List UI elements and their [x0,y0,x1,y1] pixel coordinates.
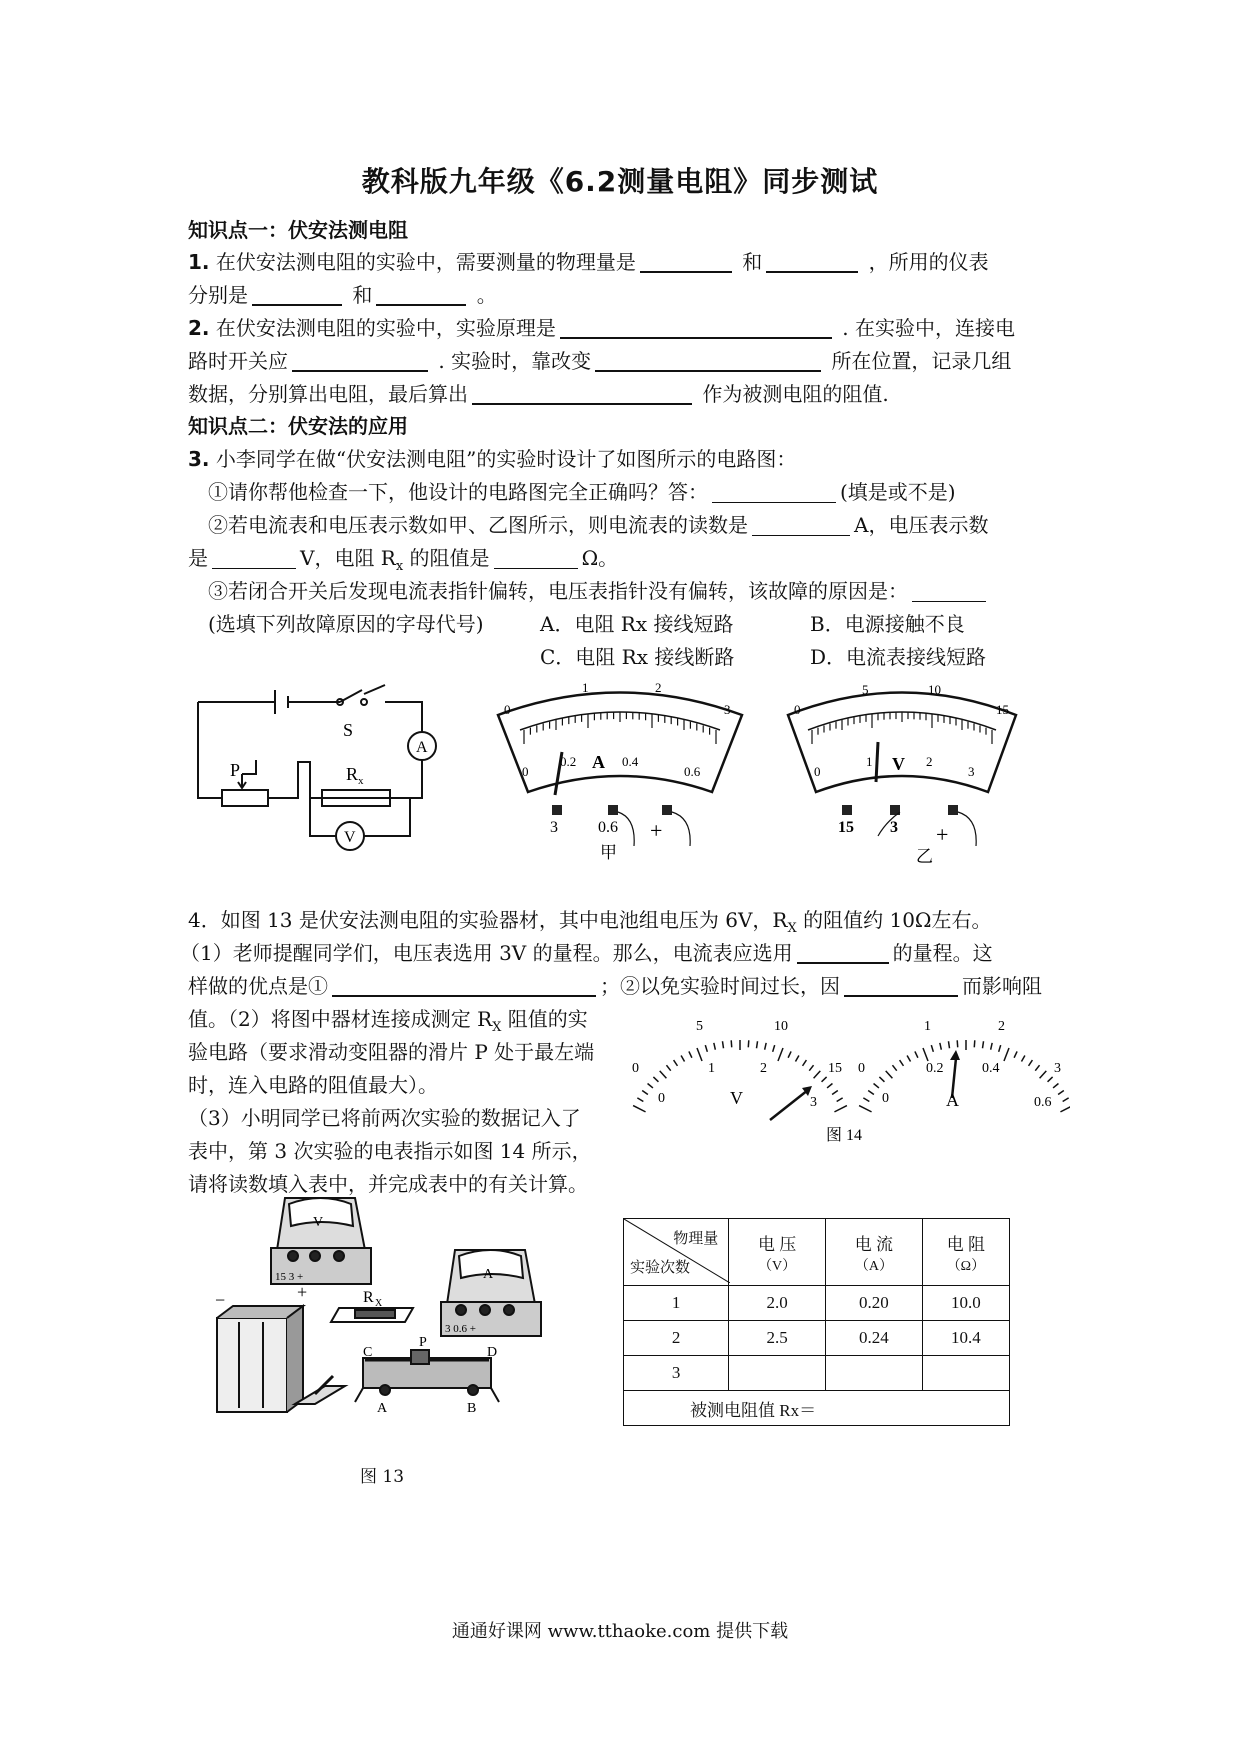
ammeter-top-3: 3 [724,702,731,717]
question-4-line-1 [188,908,992,941]
q1-text-f: 。 [476,283,497,307]
table-cell-input[interactable] [922,1356,1009,1391]
voltmeter-bottom-3: 3 [968,764,975,779]
fig14-a-unit: A [946,1090,959,1110]
fig13-terminal-d: D [487,1345,498,1360]
voltmeter-top-15: 15 [996,702,1009,717]
table-cell: 2.0 [729,1286,826,1321]
fig13-battery-plus: + [297,1282,308,1302]
scale-tick [648,1084,653,1088]
q3-part1-text: ①请你帮他检查一下，他设计的电路图完全正确吗？答： [208,480,708,504]
scale-tick [1029,1060,1033,1066]
header-voltage-unit: （V） [758,1258,797,1274]
q2-text-b: . 在实验中，连接电 [842,316,1015,340]
scale-tick [892,1065,896,1071]
fig13-terminal-c: C [363,1345,373,1360]
scale-tick [795,1055,798,1061]
scale-tick [788,1051,791,1057]
resistor-label: R [346,764,359,784]
scale-tick [765,1043,767,1050]
ammeter-terminal-plus: + [650,818,663,843]
q2-text-g: 作为被测电阻的阻值. [702,382,889,406]
table-cell: 2.5 [729,1321,826,1356]
q3-part3-text: ③若闭合开关后发现电流表指针偏转，电压表指针没有偏转，该故障的原因是： [208,579,908,603]
q2-number: 2. [188,316,210,340]
fig14-a-top-3: 3 [1054,1061,1061,1076]
fig13-terminal-b: B [467,1401,477,1416]
q1-text-d: 分别是 [188,283,248,307]
figure-13-equipment [215,1190,575,1430]
fig14-v-bottom-3: 3 [810,1095,817,1110]
table-corner-top: 物理量 [673,1231,719,1247]
table-header-current [826,1219,923,1286]
ammeter-unit: A [592,752,605,772]
q3-part1-hint: (填是或不是) [840,480,956,504]
q3-option-a: A．电阻 Rx 接线短路 [540,612,734,636]
scale-tick [999,1045,1001,1052]
scale-tick [666,1065,670,1071]
voltmeter-top-5: 5 [862,682,869,697]
figure-14-dials [630,1010,1070,1150]
fig13-battery-minus: − [215,1290,226,1310]
header-current-name: 电 流 [854,1234,894,1254]
table-cell-input[interactable] [729,1356,826,1391]
scale-tick [859,1106,871,1112]
table-header-row [624,1219,1010,1286]
scale-tick [757,1041,758,1048]
ammeter-terminal-3: 3 [550,819,558,836]
scale-tick [868,1090,874,1094]
voltmeter-bottom-2: 2 [926,754,933,769]
q3-intro-text: 小李同学在做“伏安法测电阻”的实验时设计了如图所示的电路图： [215,447,797,471]
scale-tick [940,1043,942,1050]
header-resistance-name: 电 阻 [946,1234,986,1254]
fig14-v-top-0: 0 [632,1061,639,1076]
question-3-part-2 [208,513,988,537]
q3-blank-4[interactable] [494,548,578,569]
table-cell: 3 [624,1356,729,1391]
q2-blank-3[interactable] [595,350,821,372]
q4-text-2a: （1）老师提醒同学们，电压表选用 3V 的量程。那么，电流表应选用 [180,941,793,965]
fig13-terminal-a: A [377,1401,388,1416]
question-3-part-2-cont [188,546,618,579]
scale-tick [814,1071,821,1078]
scale-tick [863,1098,869,1102]
scale-tick [637,1098,643,1102]
scale-tick [778,1048,783,1061]
fig14-a-bottom-04: 0.4 [982,1061,1000,1076]
scale-tick [879,1077,884,1082]
fig13-voltmeter-label: V [313,1215,324,1230]
ammeter-bottom-2: 0.4 [622,754,639,769]
fig13-voltmeter-terminals: 15 3 + [275,1271,304,1283]
voltmeter-label: V [344,829,356,846]
q3-blank-2[interactable] [752,515,850,536]
ammeter-top-2: 2 [655,680,662,695]
q3-blank-5[interactable] [912,581,986,602]
table-corner-bottom: 实验次数 [630,1260,691,1276]
scale-tick [689,1051,692,1057]
q4-blank-1[interactable] [797,942,889,964]
scale-tick [809,1065,813,1071]
q1-blank-1[interactable] [640,251,732,273]
fig14-v-bottom-1: 1 [708,1061,715,1076]
q4-text-3b: ；②以免实验时间过长，因 [600,974,840,998]
scale-tick [633,1106,645,1112]
scale-tick [874,1084,879,1088]
scale-tick [773,1045,775,1052]
scale-tick [907,1055,910,1061]
scale-tick [660,1071,667,1078]
q2-text-d: . 实验时，靠改变 [438,349,592,373]
q4-text-7: （3）小明同学已将前两次实验的数据记入了 [188,1106,581,1130]
question-2-line-1 [188,316,1015,340]
fig14-caption: 图 14 [826,1127,863,1144]
ammeter-terminal-06: 0.6 [598,819,618,836]
fig14-v-top-15: 15 [828,1061,842,1076]
q4-blank-2[interactable] [332,975,596,997]
q4-rx-sub-1: X [787,921,797,936]
scale-tick [991,1043,993,1050]
voltmeter-bottom-1: 1 [866,754,873,769]
scale-tick [1014,1051,1017,1057]
table-row [624,1356,1010,1391]
scale-tick [653,1077,658,1082]
q3-option-b: B．电源接触不良 [810,612,965,636]
table-cell: 1 [624,1286,729,1321]
ammeter-top-0: 0 [504,702,511,717]
voltmeter-dial-yi [780,680,1025,875]
q2-text-a: 在伏安法测电阻的实验中，实验原理是 [215,316,556,340]
scale-tick [722,1041,723,1048]
scale-tick [948,1041,949,1048]
table-header-voltage [729,1219,826,1286]
q1-blank-3[interactable] [252,284,342,306]
table-footer-row [624,1391,1010,1426]
voltmeter-top-10: 10 [928,682,941,697]
table-cell-input[interactable] [826,1356,923,1391]
q1-text-b: 和 [742,250,763,274]
fig13-caption: 图 13 [360,1467,405,1487]
q2-blank-2[interactable] [292,350,428,372]
scale-tick [1060,1106,1070,1112]
q4-text-9: 请将读数填入表中，并完成表中的有关计算。 [188,1172,588,1196]
q1-blank-4[interactable] [376,284,466,306]
table-cell: 10.4 [922,1321,1009,1356]
switch-label: S [343,720,354,740]
scale-tick [827,1084,832,1088]
fig14-a-bottom-02: 0.2 [926,1061,944,1076]
q3-part2-text-e: 的阻值是 [403,546,490,570]
fig13-rx-label: R [363,1289,374,1306]
q3-part2-text-b: A，电压表示数 [854,513,989,537]
q3-part2-text-c: 是 [188,546,208,570]
fig14-a-bottom-0: 0 [882,1091,889,1106]
question-3-part-3 [208,579,990,603]
fig14-v-top-5: 5 [696,1019,703,1034]
fig13-ammeter-terminals: 3 0.6 + [445,1323,476,1335]
ammeter-bottom-3: 0.6 [684,764,701,779]
q3-rx-sub: x [395,559,404,574]
data-table [623,1218,1010,1426]
q2-text-c: 路时开关应 [188,349,288,373]
page-footer: 通通好课网 www.tthaoke.com 提供下载 [451,1621,789,1642]
q4-text-4b: 阻值的实 [501,1007,588,1031]
fig14-a-top-1: 1 [924,1019,931,1034]
header-resistance-unit: （Ω） [946,1258,986,1274]
scale-tick [1021,1055,1024,1061]
scale-tick [886,1071,893,1078]
fig14-v-bottom-0: 0 [658,1091,665,1106]
table-cell: 2 [624,1321,729,1356]
q1-text-a: 在伏安法测电阻的实验中，需要测量的物理量是 [215,250,636,274]
header-current-unit: （A） [854,1258,893,1274]
voltmeter-unit: V [892,754,905,774]
scale-tick [803,1060,807,1066]
question-4-line-2 [180,941,993,965]
q2-blank-4[interactable] [472,383,692,405]
scale-tick [731,1040,732,1047]
q4-rx-sub-2: X [492,1020,502,1035]
scale-tick [837,1098,843,1102]
q4-text-1a: 4．如图 13 是伏安法测电阻的实验器材，其中电池组电压为 6V，R [188,908,788,932]
scale-tick [983,1041,984,1048]
q4-text-3c: 而影响阻 [962,974,1042,998]
resistor-sub-label: x [358,775,364,787]
table-cell: 0.20 [826,1286,923,1321]
scale-tick [705,1045,707,1052]
rheostat-label: P [230,760,241,780]
table-cell: 0.24 [826,1321,923,1356]
q3-option-c: C．电阻 Rx 接线断路 [540,645,735,669]
scale-tick [674,1060,678,1066]
q1-blank-2[interactable] [766,251,858,273]
voltmeter-terminal-3: 3 [890,819,898,836]
scale-tick [748,1040,749,1047]
q4-text-6: 时，连入电路的阻值最大）。 [188,1073,438,1097]
section-heading-1: 知识点一：伏安法测电阻 [188,218,408,242]
q2-text-e: 所在位置，记录几组 [831,349,1012,373]
fig13-terminal-p: P [419,1335,427,1350]
q3-blank-1[interactable] [712,482,836,503]
scale-tick [1004,1048,1009,1061]
q3-part2-text-a: ②若电流表和电压表示数如甲、乙图所示，则电流表的读数是 [208,513,748,537]
q3-part2-text-f: Ω。 [581,546,619,570]
scale-tick [1048,1077,1053,1082]
voltmeter-terminal-plus: + [936,822,949,847]
scale-tick [834,1106,846,1112]
section-heading-2: 知识点二：伏安法的应用 [188,414,408,438]
q1-text-c: ，所用的仪表 [868,250,989,274]
scale-tick [1058,1090,1064,1094]
q4-text-2b: 的量程。这 [892,941,993,965]
fig14-a-bottom-06: 0.6 [1034,1095,1052,1110]
voltmeter-terminal-15: 15 [838,819,854,836]
question-3-part-1 [208,480,956,504]
q2-blank-1[interactable] [560,317,832,339]
scale-tick [957,1040,958,1047]
voltmeter-needle [876,742,878,782]
page-title: 教科版九年级《6.2测量电阻》同步测试 [361,165,879,198]
q3-option-hint: (选填下列故障原因的字母代号) [208,612,484,636]
q3-blank-3[interactable] [212,548,296,569]
voltmeter-top-0: 0 [794,702,801,717]
scale-tick [923,1048,928,1061]
scale-tick [714,1043,716,1050]
q1-text-e: 和 [352,283,373,307]
scale-tick [931,1045,933,1052]
question-4-line-4 [188,1007,588,1040]
scale-tick [974,1040,975,1047]
ammeter-top-1: 1 [582,680,589,695]
scale-tick [1063,1098,1069,1102]
table-corner-cell [624,1219,729,1286]
scale-tick [822,1077,827,1082]
q3-part2-text-d: V，电阻 R [300,546,396,570]
scale-tick [900,1060,904,1066]
q4-text-4a: 值。（2）将图中器材连接成测定 R [188,1007,493,1031]
fig14-v-top-10: 10 [774,1019,788,1034]
table-row [624,1321,1010,1356]
question-3-intro [188,447,796,471]
table-cell: 10.0 [922,1286,1009,1321]
question-2-line-2 [188,349,1011,373]
fig14-a-top-2: 2 [998,1019,1005,1034]
q3-options-row-1 [208,612,484,636]
fig14-a-top-0: 0 [858,1061,865,1076]
fig13-rx-sub: X [375,1298,383,1309]
voltmeter-bottom-0: 0 [814,764,821,779]
question-1-line-2 [188,283,497,307]
fig13-ammeter-label: A [483,1267,494,1282]
table-header-resistance [922,1219,1009,1286]
q3-number: 3. [188,447,210,471]
table-footer-cell: 被测电阻值 Rx＝ [624,1391,1010,1426]
q4-text-5: 验电路（要求滑动变阻器的滑片 P 处于最左端 [188,1040,595,1064]
fig14-v-unit: V [730,1088,743,1108]
circuit-diagram [190,680,440,855]
question-4-line-3 [188,974,1042,998]
scale-tick [681,1055,684,1061]
ammeter-bottom-0: 0 [522,764,529,779]
ammeter-bottom-1: 0.2 [560,754,577,769]
header-voltage-name: 电 压 [758,1234,797,1254]
q1-number: 1. [188,250,210,274]
ammeter-dial-jia [490,680,750,875]
voltmeter-caption: 乙 [916,847,933,866]
q4-blank-3[interactable] [844,975,958,997]
q4-text-8: 表中，第 3 次实验的电表指示如图 14 所示， [188,1139,592,1163]
scale-tick [697,1048,702,1061]
q2-text-f: 数据，分别算出电阻，最后算出 [188,382,468,406]
ammeter-label: A [416,739,428,756]
table-row [624,1286,1010,1321]
question-2-line-3 [188,382,889,406]
scale-tick [1035,1065,1039,1071]
q3-option-d: D．电流表接线短路 [810,645,987,669]
scale-tick [915,1051,918,1057]
scale-tick [1053,1084,1058,1088]
q4-text-1b: 的阻值约 10Ω左右。 [796,908,992,932]
scale-tick [1040,1071,1047,1078]
ammeter-caption: 甲 [600,843,617,862]
question-1-line-1 [188,250,989,274]
q4-text-3a: 样做的优点是① [188,974,328,998]
scale-tick [642,1090,648,1094]
scale-tick [832,1090,838,1094]
fig14-v-bottom-2: 2 [760,1061,767,1076]
